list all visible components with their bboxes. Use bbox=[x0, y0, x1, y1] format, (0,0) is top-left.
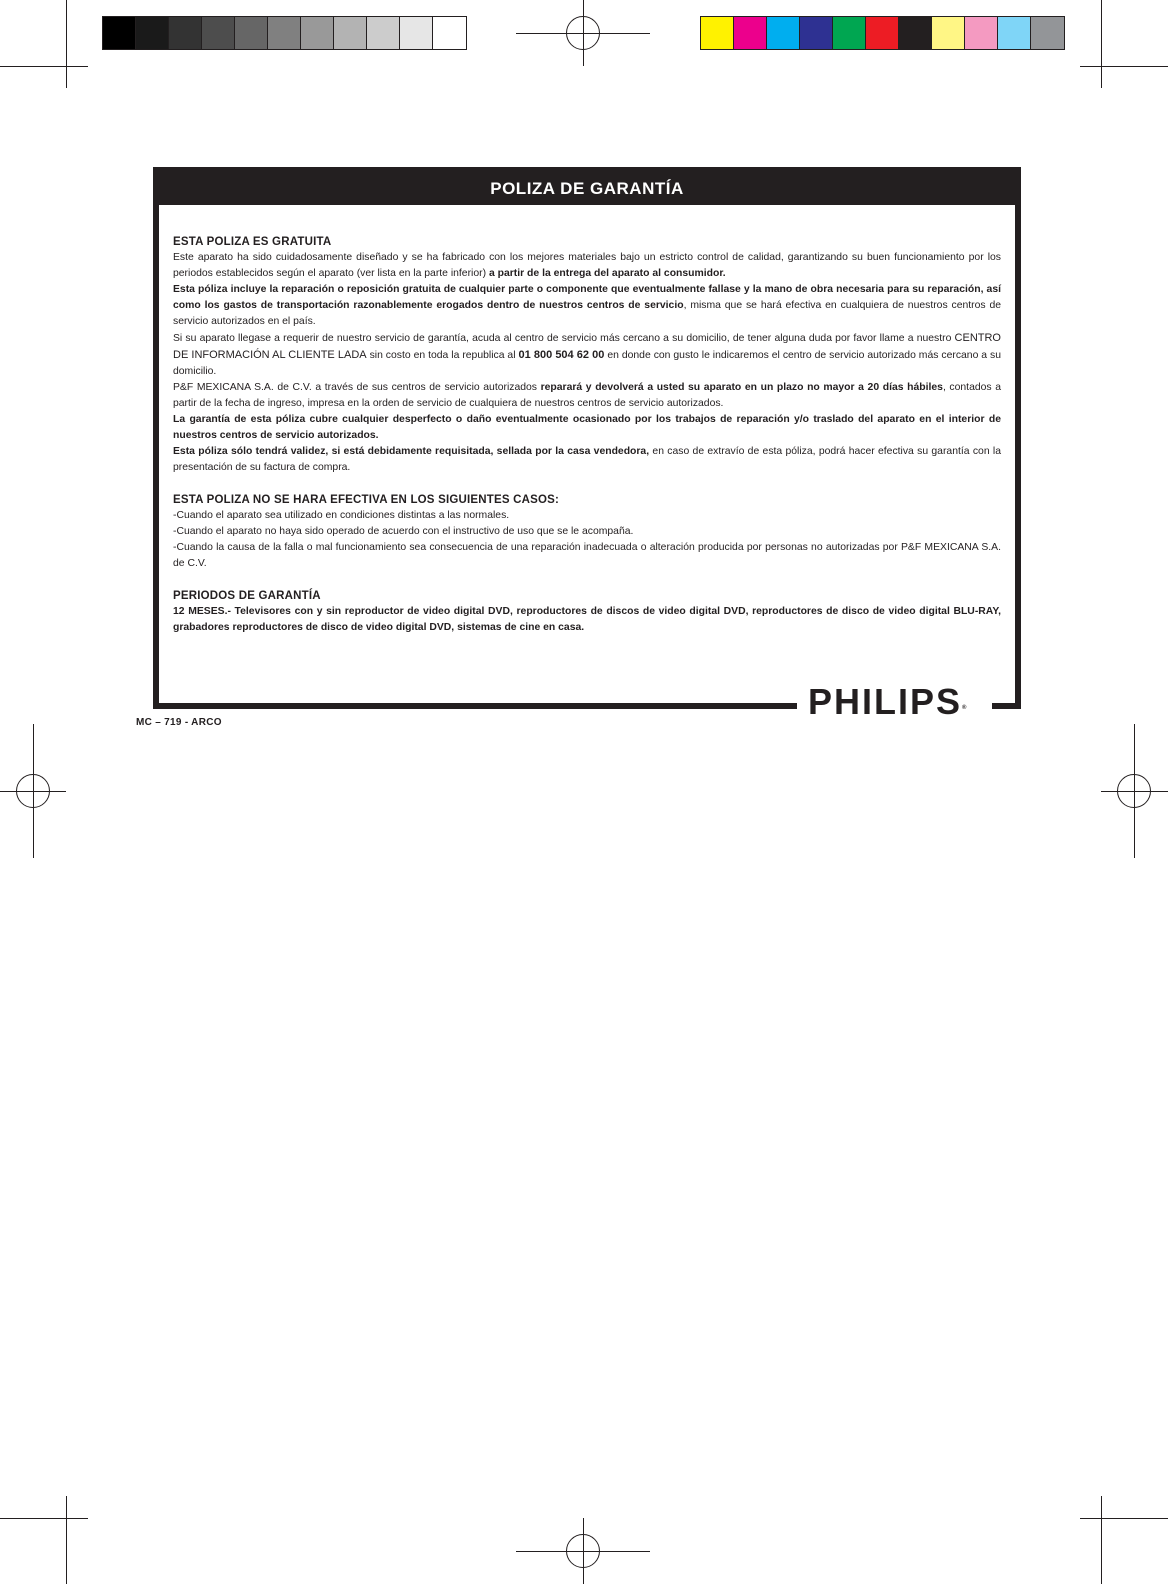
grayscale-color-bar bbox=[102, 16, 467, 50]
paragraph bbox=[173, 250, 1001, 282]
color-swatch bbox=[169, 17, 202, 49]
phone-number: 01 800 504 62 00 bbox=[518, 349, 605, 361]
color-swatch bbox=[103, 17, 136, 49]
card-body bbox=[159, 205, 1015, 636]
section-heading-gratuita: ESTA POLIZA ES GRATUITA bbox=[173, 236, 332, 248]
paragraph bbox=[173, 412, 1001, 444]
color-swatch bbox=[268, 17, 301, 49]
color-swatch bbox=[800, 17, 833, 49]
section-heading-exclusions: ESTA POLIZA NO SE HARA EFECTIVA EN LOS SIGUIENTES CASOS: bbox=[173, 494, 560, 506]
paragraph-emphasis: La garantía de esta póliza cubre cualquier desperfecto o daño eventualmente ocasionado por los trabajos de reparación y/o traslado del aparato en el interior de nuestros centros de servicio autorizados. bbox=[173, 414, 1001, 441]
list-item: -Cuando el aparato no haya sido operado de acuerdo con el instructivo de uso que se le acompaña. bbox=[173, 526, 634, 537]
document-code: MC – 719 - ARCO bbox=[136, 717, 222, 728]
color-swatch bbox=[433, 17, 466, 49]
paragraph bbox=[173, 444, 1001, 476]
color-swatch bbox=[866, 17, 899, 49]
registration-mark-circle bbox=[1117, 774, 1151, 808]
color-swatch bbox=[301, 17, 334, 49]
process-color-bar bbox=[700, 16, 1065, 50]
color-swatch bbox=[998, 17, 1031, 49]
color-swatch bbox=[202, 17, 235, 49]
color-swatch bbox=[235, 17, 268, 49]
crop-mark bbox=[66, 1496, 67, 1584]
paragraph-text: P&F MEXICANA S.A. de C.V. a través de sus centros de servicio autorizados bbox=[173, 382, 541, 393]
paragraph-text: , contados a partir de la fecha de ingreso, impresa en la orden de servicio de cualquiera de nuestros centros de servicio autorizados. bbox=[173, 382, 1001, 409]
philips-logo bbox=[808, 682, 966, 722]
paragraph-text: Este aparato ha sido cuidadosamente diseñado y se ha fabricado con los mejores materiales bajo un estricto control de calidad, garantizando su buen funcionamiento por los periodos establecidos según el aparato (ver lista en la parte inferior) bbox=[173, 252, 1001, 279]
registration-mark-circle bbox=[16, 774, 50, 808]
crop-mark bbox=[1101, 1496, 1102, 1584]
color-swatch bbox=[367, 17, 400, 49]
crop-mark bbox=[1080, 66, 1168, 67]
section-heading-periods: PERIODOS DE GARANTÍA bbox=[173, 590, 321, 602]
paragraph-text: sin costo en toda la republica al bbox=[366, 350, 519, 361]
logo-wordmark: PHILIPS bbox=[808, 681, 963, 722]
warranty-period-text: 12 MESES.- Televisores con y sin reproductor de video digital DVD, reproductores de discos de video digital DVD, reproductores de disco de video digital BLU-RAY, grabadores reproductores de disco de video digital DVD, sistemas de cine en casa. bbox=[173, 606, 1001, 633]
registration-mark-circle bbox=[566, 1534, 600, 1568]
crop-mark bbox=[1080, 1518, 1168, 1519]
registration-mark-circle bbox=[566, 16, 600, 50]
color-swatch bbox=[1031, 17, 1064, 49]
registered-mark: ® bbox=[962, 705, 967, 711]
crop-mark bbox=[0, 66, 88, 67]
crop-mark bbox=[0, 1518, 88, 1519]
paragraph-text: en donde con gusto le indicaremos el centro de servicio autorizado más cercano a su domicilio. bbox=[173, 350, 1002, 377]
paragraph-emphasis bbox=[173, 604, 1001, 636]
color-swatch bbox=[400, 17, 433, 49]
info-center-label: CENTRO DE INFORMACIÓN AL CLIENTE LADA bbox=[173, 332, 1001, 361]
paragraph-text: en caso de extravío de esta póliza, podrá hacer efectiva su garantía con la presentación de su factura de compra. bbox=[173, 446, 1001, 473]
crop-mark bbox=[1101, 0, 1102, 88]
paragraph bbox=[173, 282, 1001, 330]
color-swatch bbox=[136, 17, 169, 49]
paragraph-emphasis: a partir de la entrega del aparato al consumidor. bbox=[488, 268, 726, 279]
color-swatch bbox=[334, 17, 367, 49]
paragraph-emphasis: Esta póliza sólo tendrá validez, si está debidamente requisitada, sellada por la casa vendedora, bbox=[173, 446, 650, 457]
color-swatch bbox=[899, 17, 932, 49]
paragraph bbox=[173, 330, 1001, 380]
list-item: -Cuando la causa de la falla o mal funcionamiento sea consecuencia de una reparación inadecuada o alteración producida por personas no autorizadas por P&F MEXICANA S.A. de C.V. bbox=[173, 542, 1001, 569]
paragraph bbox=[173, 380, 1001, 412]
paragraph-text: , misma que se hará efectiva en cualquiera de nuestros centros de servicio autorizados en el país. bbox=[173, 300, 1001, 327]
color-swatch bbox=[767, 17, 800, 49]
color-swatch bbox=[701, 17, 734, 49]
card-title: POLIZA DE GARANTÍA bbox=[159, 173, 1015, 205]
color-swatch bbox=[965, 17, 998, 49]
color-swatch bbox=[734, 17, 767, 49]
paragraph-emphasis: reparará y devolverá a usted su aparato en un plazo no mayor a 20 días hábiles bbox=[540, 382, 943, 393]
color-swatch bbox=[833, 17, 866, 49]
paragraph-text: Si su aparato llegase a requerir de nuestro servicio de garantía, acuda al centro de servicio más cercano a su domicilio, de tener alguna duda por favor llame a nuestro bbox=[173, 333, 955, 344]
paragraph-emphasis: Esta póliza incluye la reparación o reposición gratuita de cualquier parte o componente que eventualmente fallase y la mano de obra necesaria para su reparación, así como los gastos de transportación razonablemente erogados dentro de nuestros centros de servicio bbox=[173, 284, 1001, 311]
list-item: -Cuando el aparato sea utilizado en condiciones distintas a las normales. bbox=[173, 510, 510, 521]
warranty-card bbox=[153, 167, 1021, 709]
crop-mark bbox=[66, 0, 67, 88]
color-swatch bbox=[932, 17, 965, 49]
